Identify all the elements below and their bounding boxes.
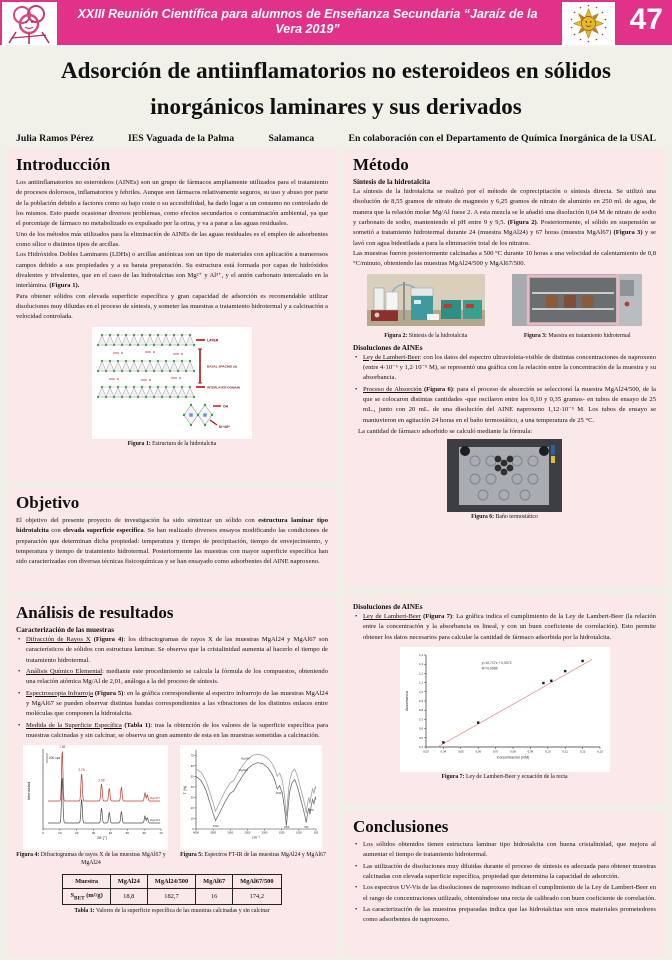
table1-value-cell: 18,8 [110, 889, 147, 905]
intro-paragraph-4: Para obtener sólidos con elevada superficie específica y gran capacidad de adsorción es recomendable utilizar disoluciones muy diluidas en el proceso de síntesis, y someter las muestras a tratamiento hidrotermal y a calcinación a velocidad controlada. [16, 292, 328, 321]
svg-text:3500: 3500 [209, 832, 216, 836]
svg-text:0,6: 0,6 [418, 726, 423, 731]
conclusion-item: • Los sólidos obtenidos tienen estructura laminar tipo hidrotalcita con buena cristalinidad, que mejora al aumentar el tiempo de tratamiento hidrotermal. [353, 840, 656, 861]
table1-header-cell: MgAl24/500 [147, 875, 195, 889]
svg-text:R²=0,9986: R²=0,9986 [481, 666, 498, 671]
figure7-lambert-beer-chart [400, 647, 610, 772]
svg-text:60: 60 [141, 831, 146, 836]
disoluciones-subheading: Disoluciones de AINEs [353, 603, 423, 611]
svg-text:y=10,717x + 0,0072: y=10,717x + 0,0072 [481, 661, 512, 666]
svg-text:0,11: 0,11 [562, 749, 568, 754]
figure2-caption: Figura 2: Síntesis de la hidrotalcita [384, 332, 468, 339]
figure3-caption: Figura 3: Muestra en tratamiento hidrotermal [523, 332, 631, 339]
svg-text:1363: 1363 [283, 826, 289, 830]
svg-text:1000: 1000 [295, 832, 302, 836]
svg-text:0,7: 0,7 [418, 717, 423, 722]
figure1-hydrotalcite-structure [92, 327, 252, 439]
objetivo-body [16, 516, 328, 568]
objetivo-heading: Objetivo [16, 493, 80, 512]
svg-text:0,06: 0,06 [474, 749, 481, 754]
table1-value-cell: 182,7 [147, 889, 195, 905]
conference-title: XXIII Reunión Científica para alumnos de Enseñanza Secundaria “Jaraíz de la Vera 2019” [77, 7, 538, 36]
svg-text:0,07: 0,07 [492, 749, 498, 754]
svg-text:30: 30 [91, 831, 95, 836]
metodo-sintesis-subheading: Síntesis de la hidrotalcita [353, 178, 431, 186]
svg-text:7.58: 7.58 [58, 745, 65, 750]
svg-text:MgAl67: MgAl67 [149, 796, 160, 801]
metodo-heading: Método [353, 155, 409, 174]
table1-row-label: $S_{BET}$ (m²/g) [63, 889, 110, 905]
poster-title-line1: Adsorción de antiinflamatorios no esteroideos en sólidos [61, 58, 611, 83]
svg-text:OH: OH [223, 404, 229, 409]
sun-logo-art [562, 2, 615, 45]
conclusion-item: • La caracterización de las muestras preparadas indica que las hidrotalcitas son unos materiales prometedores como adsorbentes de naproxeno. [353, 905, 656, 926]
svg-text:0,05: 0,05 [457, 749, 464, 754]
svg-text:50: 50 [190, 775, 194, 779]
mascot-logo-art [2, 2, 57, 45]
figure4-caption: Figura 4: Difractogramas de rayos X de las muestras MgAl67 y MgAl24 [16, 852, 166, 867]
sun-logo [562, 2, 615, 45]
svg-text:0,9: 0,9 [418, 699, 423, 704]
svg-text:0,08: 0,08 [509, 749, 516, 754]
table1-value-cell: 174,2 [233, 889, 281, 905]
disoluciones-bullet-lambert: • Ley de Lambert-Beer (Figura 7): La gráfica indica el cumplimiento de la Ley de Lambert-Beer (la relación entre la concentración y la absorbancia es lineal, y con un buen coeficiente de correlación). Esto permite obtener los datos necesarios para calcular la cantidad de fármaco adsorbida por la hidrotalcita. [353, 612, 656, 643]
analisis-bullet-chem: • Análisis Químico Elemental: mediante este procedimiento se calcula la fórmula de los compuestos, obteniendo una relación atómica Mg/Al de 2,01, análoga a la del proceso de síntesis. [16, 667, 328, 688]
svg-text:0,10: 0,10 [544, 749, 551, 754]
metodo-bullet-absorcion: • Proceso de Absorción (Figura 6): para el proceso de absorción se seleccionó la muestra MgAl24/500, de la que se colocaron distintas cantidades -que oscilaron entre los 0,10 y 0,35 gramos- en tubos de ensayo de 25 mL., junto con 20 mL. de una disolución del AINE naproxeno 1,12·10⁻⁵ M. Los tubos de ensayo se mantuvieron en agitación 24 horas en el baño termostático, a una temperatura de 25 °C. [353, 385, 656, 426]
metodo-photos-row [353, 274, 656, 341]
section-analisis [7, 598, 337, 956]
figure6-bath-photo [447, 439, 562, 512]
analisis-bullet-ir: • Espectroscopia Infrarroja (Figura 5): en la gráfica correspondiente al espectro infrarrojo de las muestras MgAl24 y MgAl67 se pueden observar distintas bandas correspondientes a las vibraciones de los distintos enlaces entre moléculas que componen la hidrotalcita. [16, 689, 328, 720]
svg-text:784: 784 [303, 826, 308, 830]
svg-text:3000: 3000 [226, 832, 233, 836]
svg-text:0,5: 0,5 [418, 735, 423, 740]
svg-text:0,8: 0,8 [418, 708, 423, 713]
conclusion-item: • Las utilización de disoluciones muy diluidas durante el proceso de síntesis es adecuada para obtener muestras calcinadas con elevada superficie específica, propiedad que determina la capacidad de adsorción. [353, 862, 656, 883]
figure6-caption: Figura 6: Baño termostático [471, 514, 538, 521]
metodo-body [353, 187, 656, 270]
disoluciones-body [353, 612, 656, 643]
table1-header-cell: MgAl67/500 [233, 875, 281, 889]
svg-text:Absorbancia: Absorbancia [404, 691, 409, 712]
figure3-cell [512, 274, 642, 341]
figure7-caption: Figura 7: Ley de Lambert-Beer y ecuación de la recta [441, 774, 568, 781]
svg-text:30: 30 [190, 796, 194, 800]
svg-text:2500: 2500 [244, 832, 250, 836]
section-introduccion [7, 150, 337, 482]
svg-text:LAYER: LAYER [207, 338, 219, 343]
svg-text:0,03: 0,03 [422, 749, 429, 754]
svg-text:M²⁺/M³⁺: M²⁺/M³⁺ [219, 424, 231, 429]
conclusiones-bullets [353, 840, 656, 926]
svg-text:1,3: 1,3 [418, 662, 423, 667]
svg-text:10: 10 [57, 831, 62, 836]
figure2-cell [367, 274, 485, 341]
intro-paragraph-1: Los antiinflamatorios no esteroideos (AINEs) son un grupo de fármacos ampliamente utilizados para el tratamiento de procesos dolorosos, inflamatorios y febriles. Aunque son fármacos relativamente seguros, su uso y abuso por parte de la población debido a factores como su bajo coste o su accesibilidad, ha dado lugar a un consumo no controlado de los mismos. Esto puede ocasionar diversos problemas, como efectos secundarios o contaminación ambiental, ya que el porcentaje de fármaco no metabolizado es expulsado por la orina, y va a parar a las aguas residuales. [16, 179, 328, 228]
metodo-bullets [353, 353, 656, 438]
svg-text:MgAl24: MgAl24 [238, 768, 248, 773]
svg-text:200 cps: 200 cps [48, 756, 60, 761]
svg-text:60: 60 [190, 765, 194, 769]
figure2-synthesis-photo [367, 274, 485, 326]
svg-text:0: 0 [191, 828, 194, 832]
table1-caption: Tabla 1: Valores de la superficie específica de las muestras calcinadas y sin calcinar [74, 908, 270, 915]
table1-header-row [63, 875, 281, 889]
section-metodo [344, 150, 665, 587]
figure5-caption: Figura 5: Espectros FT-IR de las muestras MgAl24 y MgAl67 [180, 852, 326, 859]
metodo-paragraph-2: Las muestras fueron posteriormente calcinadas a 500 °C durante 10 horas a una velocidad de calentamiento de 0,8 °C/minuto, obteniendo las muestras MgAl24/500 y MgAl67/500. [353, 250, 656, 268]
svg-text:3.76: 3.76 [77, 768, 85, 773]
svg-text:T (%): T (%) [182, 786, 187, 795]
svg-text:Intensidad: Intensidad [25, 782, 31, 801]
svg-text:0,4: 0,4 [418, 745, 423, 750]
svg-text:2θ (°): 2θ (°) [96, 835, 107, 841]
table1-surface-area [62, 874, 281, 905]
author-name: Julia Ramos Pérez [16, 133, 94, 145]
section-conclusiones [344, 812, 665, 956]
figure5-ftir-chart [180, 745, 322, 850]
analisis-bullet-xrd: • Difracción de Rayos X (Figura 4): los difractogramas de rayos X de las muestras MgAl24 y MgAl67 son característicos de sólidos con estructura laminar. Se observa que la cristalinidad aumenta al hacerlo el tiempo de tratamiento hidrotermal. [16, 635, 328, 666]
metodo-bullet-lambert: • Ley de Lambert-Beer: con los datos del espectro ultravioleta-visible de distintas concentraciones de naproxeno (entre 4·10⁻⁶ y 1,2·10⁻⁵ M), se representó una gráfica con la relación entre la concentración de la muestra y su absorbancia. [353, 353, 656, 384]
title-block [0, 47, 672, 150]
svg-text:1,1: 1,1 [418, 680, 423, 685]
figure4-xrd-chart [23, 745, 168, 850]
svg-text:2.58: 2.58 [97, 779, 105, 784]
author-collab: En colaboración con el Departamento de Química Inorgánica de la USAL [348, 133, 656, 145]
metodo-disoluciones-subheading: Disoluciones de AINEs [353, 343, 423, 352]
svg-text:678: 678 [308, 809, 314, 813]
svg-text:1500: 1500 [278, 832, 285, 836]
svg-text:MgAl24: MgAl24 [149, 818, 160, 823]
svg-text:70: 70 [158, 831, 163, 836]
svg-text:10: 10 [190, 817, 194, 821]
section-objetivo [7, 488, 337, 592]
svg-text:50: 50 [125, 831, 129, 836]
svg-text:Concentración (mM): Concentración (mM) [496, 755, 529, 760]
objetivo-paragraph: El objetivo del presente proyecto de investigación ha sido sintetizar un sólido con estructura laminar tipo hidrotalcita con elevada superficie específica. Se han realizado diversos ensayos modificando las condiciones de preparación que determinan dicha propiedad: temperatura y tiempo de precipitación, tiempo de envejecimiento, y temperatura y tiempo de tratamiento hidrotermal. Posteriormente las muestras con mayor superficie específica han sido caracterizadas con diversas técnicas fisicoquímicas y se han ensayado como adsorbentes del AINE naproxeno. [16, 517, 329, 566]
intro-paragraph-2: Uno de los métodos más utilizados para la eliminación de AINEs de las aguas residuales es el empleo de adsorbentes como sílice o distintos tipos de arcillas. [16, 230, 328, 249]
figure1-caption: Figura 1: Estructura de la hidrotalcita [127, 440, 217, 447]
poster-title-line2: inorgánicos laminares y sus derivados [150, 93, 522, 119]
introduccion-body [16, 178, 328, 323]
right-column [344, 150, 665, 956]
svg-text:INTERLAYER DOMAIN: INTERLAYER DOMAIN [207, 385, 240, 390]
svg-text:0,04: 0,04 [440, 749, 446, 754]
analisis-figures-row [16, 745, 328, 850]
svg-text:0,09: 0,09 [527, 749, 533, 754]
content-columns [7, 150, 665, 956]
svg-text:0: 0 [41, 831, 44, 836]
section-disoluciones-resultados [344, 595, 665, 804]
left-column [7, 150, 337, 956]
author-school: IES Vaguada de la Palma [127, 133, 235, 145]
conclusion-item: • Los espectros UV-Vis de las disoluciones de naproxeno indican el cumplimiento de la Ley de Lambert-Beer en el rango de concentraciones utilizado, obteniéndose una recta de calibrado con buen coeficiente de correlación. [353, 883, 656, 904]
metodo-formula-line: La cantidad de fármaco adsorbido se calculó mediante la fórmula: [358, 427, 533, 435]
analisis-bullets [16, 635, 328, 741]
svg-text:3430: 3430 [212, 825, 218, 829]
svg-text:40: 40 [108, 831, 112, 836]
svg-text:70: 70 [190, 754, 194, 758]
poster-number: 47 [629, 3, 663, 36]
metodo-paragraph-1: La síntesis de la hidrotalcita se realizó por el método de coprecipitación o síntesis directa. Se utilizó una disolución de 8,55 gramos de nitrato de magnesio y 6,25 gramos de nitrato de aluminio en 250 ml. de agua, de manera que la relación molar Mg/Al fuese 2. A esta mezcla se le añadió una disolución 0,64 M de nitrato de sodio y carbonato de sodio, manteniendo el pH entre 9 y 9,5. (Figura 2). Posteriormente, el sólido en suspensión se sometió a tratamiento hidrotermal durante 24 (muestra MgAl24) y 67 horas (muestra MgAl67) (Figura 3) y se lavó con agua bidestilada a para la eliminación total de los nitratos. [353, 188, 656, 247]
table1-header-cell: MgAl24 [110, 875, 147, 889]
svg-text:MgAl67: MgAl67 [240, 756, 250, 761]
intro-paragraph-3: Los Hidróxidos Dobles Laminares (LDHs) o arcillas aniónicas son un tipo de materiales con aplicación a numerosos campos debido a sus propiedades y a su barata preparación. Su estructura está formada por capas de hidróxidos divalentes y trivalentes, que en el caso de las hidrotalcitas son Mg²⁺ y Al³⁺, y el anión carbonato intercalado en la interlámina. (Figura 1). [16, 251, 328, 290]
analisis-bullet-surface: • Medida de la Superficie Específica (Tabla 1): tras la obtención de los valores de la superficie específica para muestras calcinadas y sin calcinar, se observa un gran aumento de esta en las muestras sometidas a calcinación. [16, 721, 328, 742]
svg-text:1,2: 1,2 [418, 671, 423, 676]
analisis-captions-row [16, 850, 328, 868]
analisis-subheading: Caracterización de las muestras [16, 626, 115, 634]
mascot-logo [2, 2, 57, 45]
table1-values-row [63, 889, 281, 905]
svg-text:40: 40 [190, 786, 194, 790]
svg-text:500: 500 [313, 832, 318, 836]
svg-text:4000: 4000 [192, 832, 199, 836]
table1-header-cell: MgAl67 [196, 875, 233, 889]
table1-value-cell: 16 [196, 889, 233, 905]
figure3-hydrothermal-photo [512, 274, 642, 326]
header-band [0, 0, 672, 47]
author-city: Salamanca [268, 133, 315, 145]
introduccion-heading: Introducción [16, 155, 111, 174]
svg-text:1,4: 1,4 [418, 653, 423, 658]
svg-text:BASAL SPACING (d): BASAL SPACING (d) [207, 364, 238, 369]
svg-text:2000: 2000 [261, 832, 267, 836]
analisis-heading: Análisis de resultados [16, 603, 174, 622]
svg-text:0,13: 0,13 [596, 749, 603, 754]
svg-text:1,0: 1,0 [418, 689, 423, 694]
table1-header-cell: Muestra [63, 875, 110, 889]
conclusiones-heading: Conclusiones [353, 817, 449, 836]
svg-text:20: 20 [74, 831, 78, 836]
svg-text:cm⁻¹: cm⁻¹ [251, 835, 260, 840]
svg-text:1630: 1630 [275, 792, 281, 796]
authors-row [0, 133, 672, 144]
poster-title [10, 53, 662, 124]
svg-text:0,12: 0,12 [579, 749, 585, 754]
svg-text:20: 20 [190, 807, 194, 811]
